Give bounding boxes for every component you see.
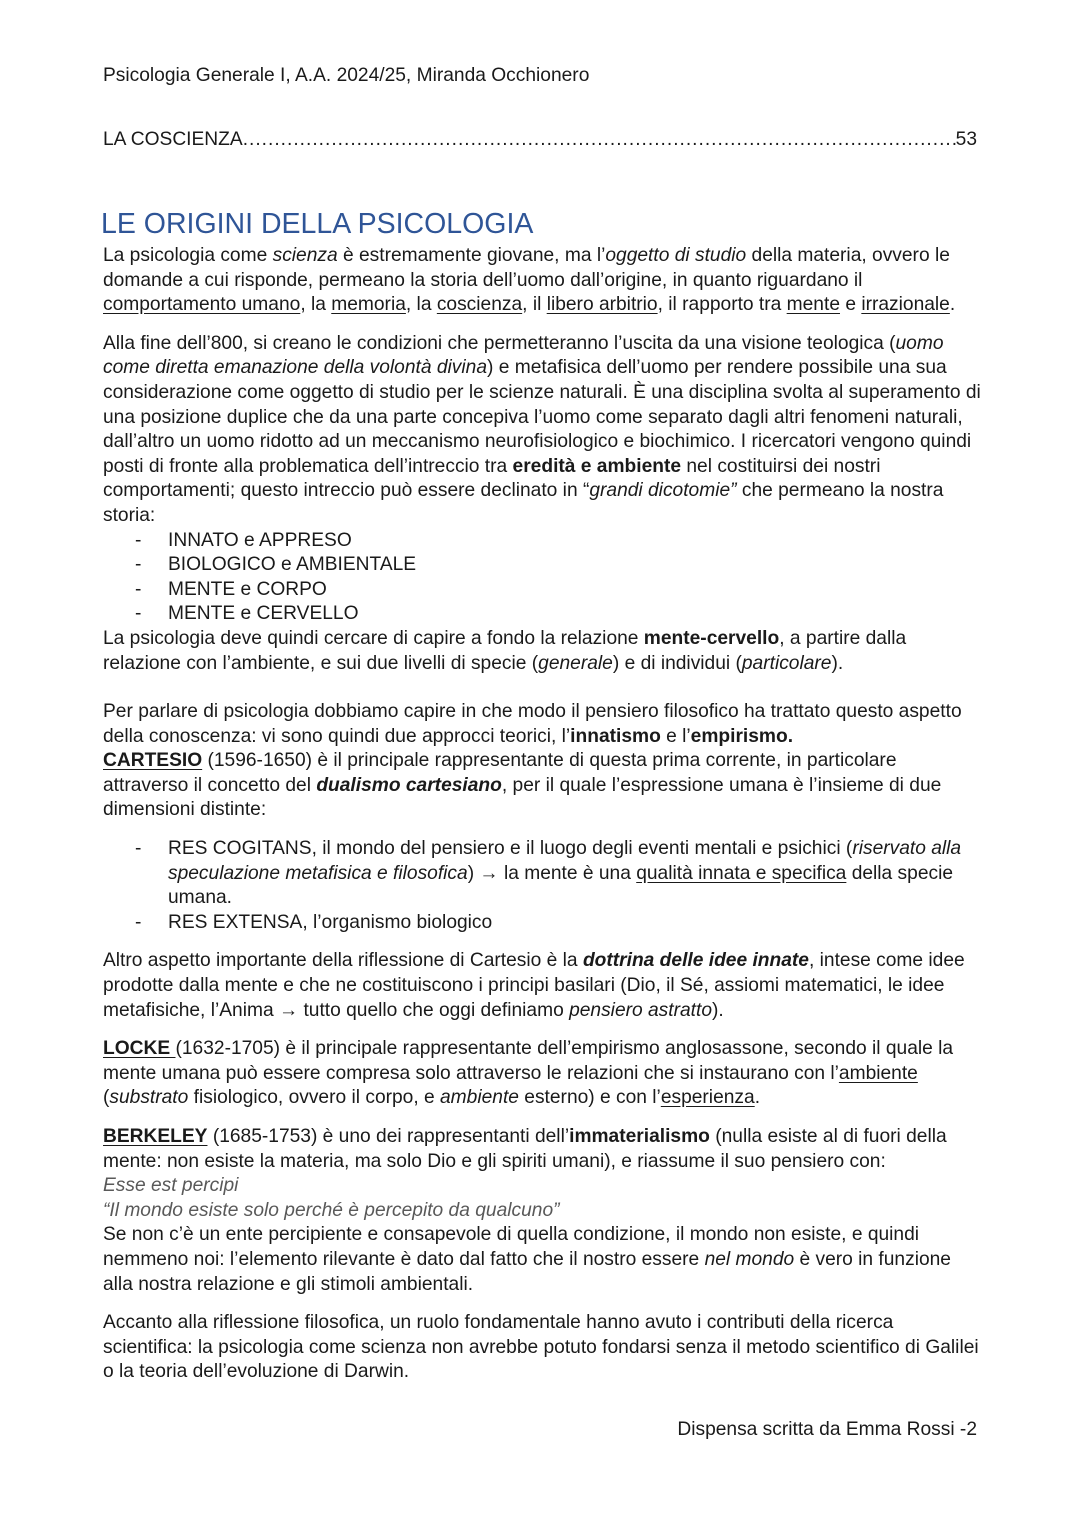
toc-leader-dots — [243, 128, 956, 153]
paragraph-ricerca-scientifica: Accanto alla riflessione filosofica, un ruolo fondamentale hanno avuto i contributi della ricerca scientifica: la psicologia come scienza non avrebbe potuto fondarsi senza il metodo scientifico di Galilei o la teoria dell’evoluzione di Darwin. — [103, 1312, 979, 1383]
toc-page-number: 53 — [955, 129, 977, 150]
list-item: - BIOLOGICO e AMBIENTALE — [103, 553, 983, 578]
list-item-res-extensa: - RES EXTENSA, l’organismo biologico — [103, 911, 983, 936]
list-item: - MENTE e CERVELLO — [103, 602, 983, 627]
paragraph-mente-cervello: La psicologia deve quindi cercare di capire a fondo la relazione mente-cervello, a partire dalla relazione con l’ambiente, e sui due livelli di specie (generale) e di individui (particolare). — [103, 627, 907, 674]
name-cartesio: CARTESIO — [103, 750, 203, 772]
quote-latin: Esse est percipi — [103, 1175, 239, 1197]
paragraph-idee-innate: Altro aspetto importante della riflessione di Cartesio è la dottrina delle idee innate, intese come idee prodotte dalla mente e che ne costituiscono i principi basilari (Dio, il Sé, assiomi matematici, le idee metafisiche, l’Anima → tutto quello che oggi definiamo pensiero astratto). — [103, 950, 965, 1021]
paragraph-800: Alla fine dell’800, si creano le condizioni che permetteranno l’uscita da una visione teologica (uomo come diretta emanazione della volontà divina) e metafisica dell’uomo per rendere possibile una sua considerazione come oggetto di studio per le scienze naturali. È una disciplina svolta al superamento di una posizione duplice che da una parte concepiva l’uomo come separato dagli altri fenomeni naturali, dall’altro un uomo ridotto ad un meccanismo neurofisiologico e biochimico. I ricercatori vengono quindi posti di fronte alla problematica dell’intreccio tra eredità e ambiente nel costituirsi dei nostri comportamenti; questo intreccio può essere declinato in “grandi dicotomie” che permeano la nostra storia: — [103, 332, 981, 526]
running-header: Psicologia Generale I, A.A. 2024/25, Miranda Occhionero — [103, 65, 590, 86]
paragraph-berkeley: BERKELEY (1685-1753) è uno dei rappresentanti dell’immaterialismo (nulla esiste al di fuori della mente: non esiste la materia, ma solo Dio e gli spiriti umani), e riassume il suo pensiero con: Esse est percipi “Il mondo esiste solo perché è percepito da qualcuno” Se non c’è un ente percipiente e consapevole di quella condizione, il mondo non esiste, e quindi nemmeno noi: l’elemento rilevante è dato dal fatto che il nostro essere nel mondo è vero in funzione alla nostra relazione e gli stimoli ambientali. — [103, 1126, 951, 1295]
res-list — [103, 837, 983, 935]
toc-label: LA COSCIENZA — [103, 129, 243, 150]
list-item: - INNATO e APPRESO — [103, 529, 983, 554]
paragraph-intro: La psicologia come scienza è estremamente giovane, ma l’oggetto di studio della materia, ovvero le domande a cui risponde, permeano la storia dell’uomo dall’origine, in quanto riguardano il comportamento umano, la memoria, la coscienza, il libero arbitrio, il rapporto tra mente e irrazionale. — [103, 245, 956, 316]
toc-entry[interactable] — [103, 128, 977, 153]
body-text — [103, 244, 983, 1385]
list-item: - MENTE e CORPO — [103, 578, 983, 603]
section-title: LE ORIGINI DELLA PSICOLOGIA — [101, 208, 534, 240]
name-locke: LOCKE — [103, 1038, 176, 1060]
paragraph-cartesio: Per parlare di psicologia dobbiamo capire in che modo il pensiero filosofico ha trattato questo aspetto della conoscenza: vi sono quindi due approcci teorici, l’innatismo e l’empirismo. CARTESIO (1596-1650) è il principale rappresentante di questa prima corrente, in particolare attraverso il concetto del dualismo cartesiano, per il quale l’espressione umana è l’insieme di due dimensioni distinte: — [103, 701, 962, 821]
quote-translation: “Il mondo esiste solo perché è percepito da qualcuno” — [103, 1199, 560, 1221]
list-item-res-cogitans: - RES COGITANS, il mondo del pensiero e il luogo degli eventi mentali e psichici (riservato alla speculazione metafisica e filosofica) → la mente è una qualità innata e specifica della specie umana. — [103, 837, 983, 911]
paragraph-locke: LOCKE (1632-1705) è il principale rappresentante dell’empirismo anglosassone, secondo il quale la mente umana può essere compresa solo attraverso le relazioni che si instaurano con l’ambiente (substrato fisiologico, ovvero il corpo, e ambiente esterno) e con l’esperienza. — [103, 1038, 954, 1109]
page-footer: Dispensa scritta da Emma Rossi -2 — [677, 1419, 977, 1440]
name-berkeley: BERKELEY — [103, 1126, 208, 1147]
dichotomies-list — [103, 529, 983, 627]
